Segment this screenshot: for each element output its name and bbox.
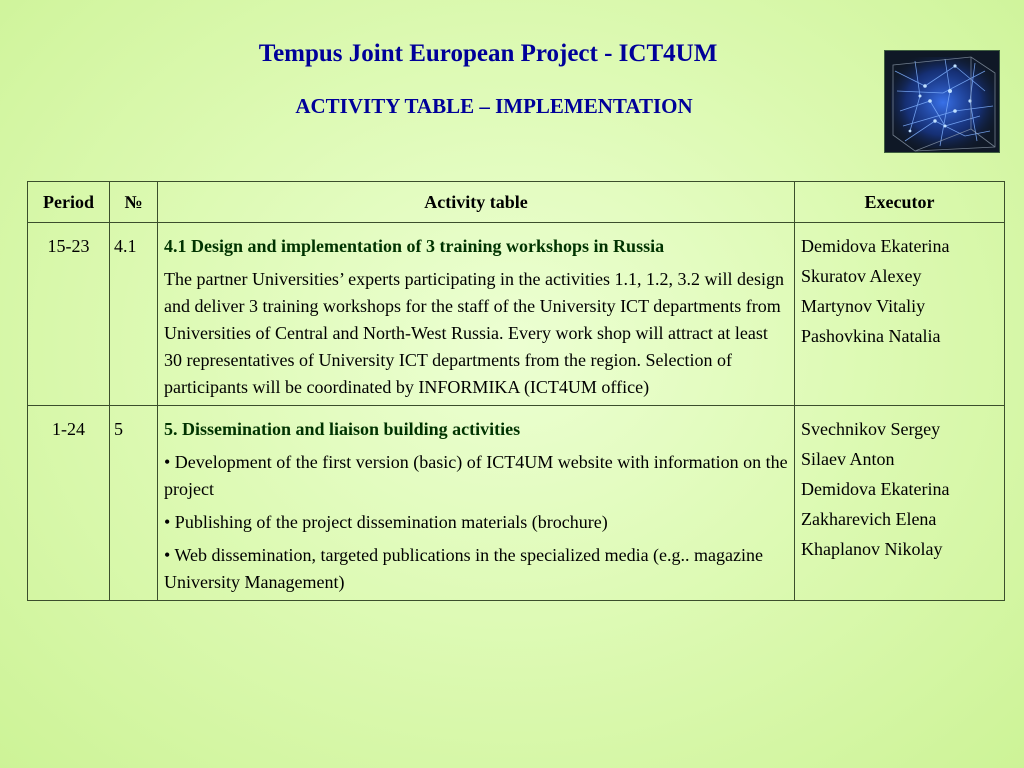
executor-cell bbox=[795, 223, 1005, 406]
executor-name: Martynov Vitaliy bbox=[801, 296, 926, 316]
column-header-number: № bbox=[110, 182, 158, 223]
number-cell: 4.1 bbox=[110, 223, 158, 406]
executor-name: Skuratov Alexey bbox=[801, 266, 922, 286]
activity-bullet: • Web dissemination, targeted publications in the specialized media (e.g.. magazine University Management) bbox=[164, 545, 764, 592]
executor-name: Zakharevich Elena bbox=[801, 509, 937, 529]
period-cell: 1-24 bbox=[28, 406, 110, 601]
executor-name: Silaev Anton bbox=[801, 449, 895, 469]
executor-name: Svechnikov Sergey bbox=[801, 419, 941, 439]
column-header-executor: Executor bbox=[795, 182, 1005, 223]
table-header-row bbox=[28, 182, 1005, 223]
page-title: Tempus Joint European Project - ICT4UM bbox=[258, 40, 718, 67]
table-row bbox=[28, 223, 1005, 406]
page-subtitle: ACTIVITY TABLE – IMPLEMENTATION bbox=[295, 94, 693, 118]
table-row bbox=[28, 406, 1005, 601]
number-cell: 5 bbox=[110, 406, 158, 601]
activity-bullet: • Development of the first version (basic) of ICT4UM website with information on the project bbox=[164, 452, 788, 499]
executor-cell bbox=[795, 406, 1005, 601]
column-header-activity: Activity table bbox=[158, 182, 795, 223]
period-cell: 15-23 bbox=[28, 223, 110, 406]
executor-name: Khaplanov Nikolay bbox=[801, 539, 943, 559]
executor-name: Demidova Ekaterina bbox=[801, 236, 950, 256]
activity-table bbox=[27, 181, 1005, 601]
executor-name: Demidova Ekaterina bbox=[801, 479, 950, 499]
activity-description: The partner Universities’ experts participating in the activities 1.1, 1.2, 3.2 will design and deliver 3 training workshops for the staff of the University ICT departments from Universities of Central and North-West Russia. Every work shop will attract at least 30 representatives of University ICT departments from the region. Selection of participants will be coordinated by INFORMIKA (ICT4UM office) bbox=[164, 269, 785, 397]
executor-name: Pashovkina Natalia bbox=[801, 326, 941, 346]
activity-title: 5. Dissemination and liaison building activities bbox=[164, 419, 521, 439]
activity-cell bbox=[158, 406, 795, 601]
activity-cell bbox=[158, 223, 795, 406]
activity-title: 4.1 Design and implementation of 3 training workshops in Russia bbox=[164, 236, 665, 256]
column-header-period: Period bbox=[28, 182, 110, 223]
network-cube-image bbox=[884, 50, 1000, 153]
activity-bullet: • Publishing of the project dissemination materials (brochure) bbox=[164, 512, 608, 532]
